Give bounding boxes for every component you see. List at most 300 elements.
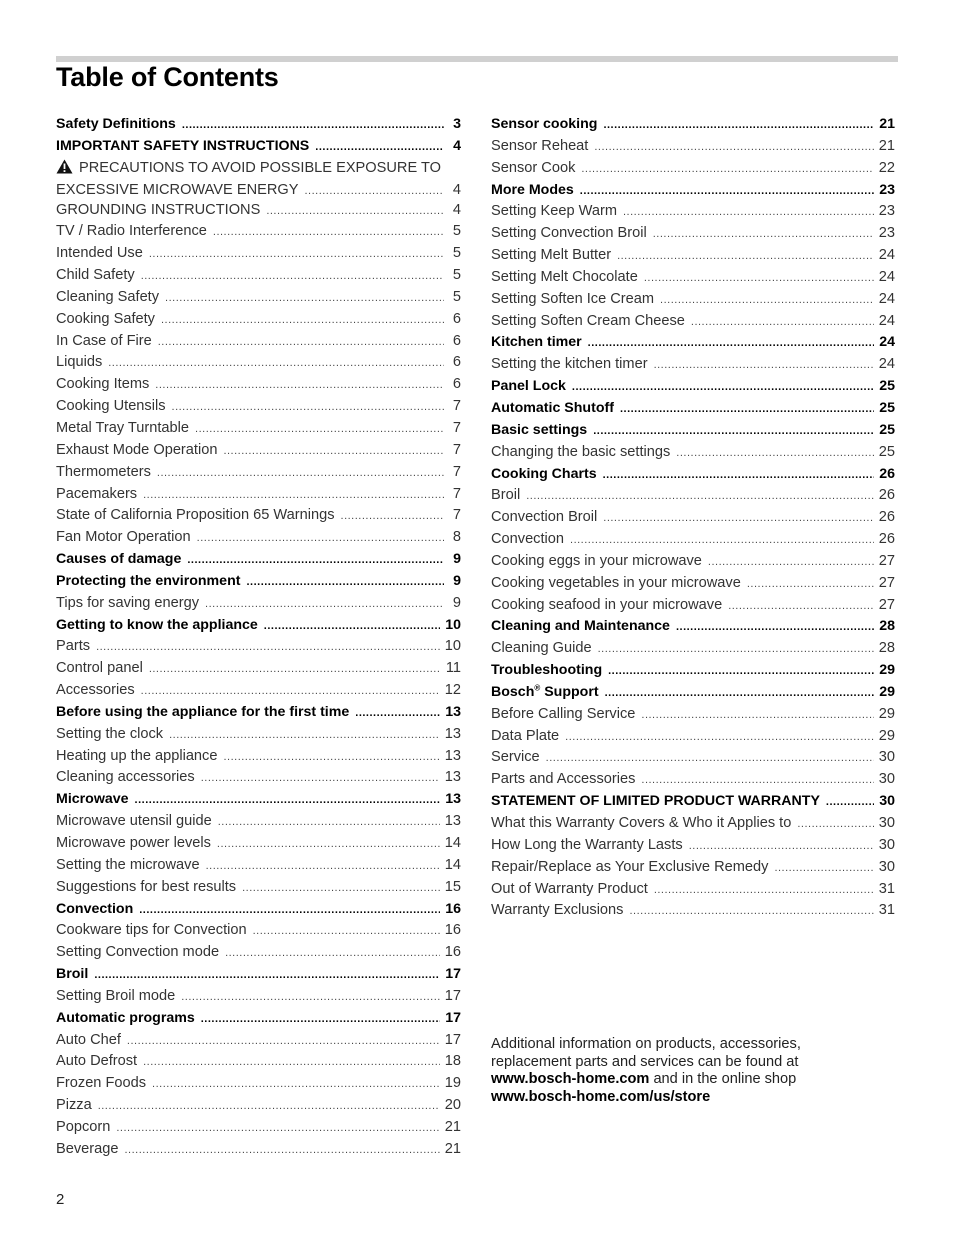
toc-entry[interactable] [56, 1117, 461, 1139]
toc-entry-title [491, 420, 587, 442]
toc-entry[interactable] [491, 682, 895, 704]
toc-entry-title [491, 442, 670, 464]
dot-leader [266, 201, 444, 223]
toc-entry-title [56, 767, 195, 789]
toc-entry[interactable] [491, 332, 895, 354]
toc-entry[interactable] [56, 680, 461, 702]
dot-leader [201, 1009, 440, 1031]
toc-entry-page: 30 [878, 771, 895, 788]
toc-entry-title [56, 658, 143, 680]
dot-leader [116, 1118, 439, 1140]
toc-entry-title [56, 352, 102, 374]
toc-entry-title [491, 332, 582, 354]
toc-entry-title [56, 833, 211, 855]
dot-leader [580, 181, 874, 203]
toc-entry-title [491, 879, 648, 901]
toc-entry[interactable] [56, 1051, 461, 1073]
toc-entry[interactable] [56, 593, 461, 615]
toc-entry-title [491, 267, 638, 289]
toc-entry-text: Service [491, 749, 540, 766]
toc-entry-text: Data Plate [491, 727, 560, 744]
dot-leader [152, 1074, 440, 1096]
toc-entry-title [491, 726, 559, 748]
toc-entry-title [56, 615, 258, 637]
toc-entry-title [56, 331, 152, 353]
dot-leader [315, 137, 444, 159]
toc-entry-page: 25 [879, 421, 895, 438]
toc-entry-text: Before Calling Service [491, 705, 636, 722]
toc-entry-page: 6 [452, 354, 461, 371]
dot-leader [708, 552, 874, 574]
toc-entry-text: Fan Motor Operation [56, 529, 191, 546]
toc-entry-title [56, 724, 163, 746]
dot-leader [94, 965, 440, 987]
toc-entry[interactable] [56, 964, 461, 986]
toc-entry-page: 30 [878, 749, 895, 766]
dot-leader [605, 683, 875, 705]
toc-entry-page: 4 [452, 181, 461, 198]
toc-entry-page: 13 [444, 747, 461, 764]
toc-entry-text: GROUNDING INSTRUCTIONS [56, 201, 261, 218]
toc-left-column [56, 114, 461, 1161]
toc-entry[interactable] [491, 180, 895, 202]
toc-entry[interactable] [491, 769, 895, 791]
toc-entry[interactable] [491, 529, 895, 551]
toc-entry-title [491, 201, 617, 223]
toc-entry-page: 10 [444, 638, 461, 655]
dot-leader [246, 572, 444, 594]
dot-leader [213, 222, 444, 244]
dot-leader [653, 224, 874, 246]
toc-entry-title [56, 964, 88, 986]
toc-entry-title [56, 899, 133, 921]
toc-entry-text: Automatic Shutoff [491, 399, 614, 416]
toc-entry-text: Cleaning Safety [56, 288, 160, 305]
toc-entry-title [56, 440, 217, 462]
toc-entry-page: 26 [878, 531, 895, 548]
dot-leader [623, 202, 874, 224]
toc-entry-text: Setting Soften Ice Cream [491, 290, 655, 307]
toc-entry[interactable] [56, 200, 461, 222]
toc-entry-page: 29 [879, 683, 895, 700]
toc-entry-text: Exhaust Mode Operation [56, 441, 218, 458]
toc-entry[interactable] [491, 136, 895, 158]
dot-leader [747, 574, 874, 596]
toc-entry[interactable] [491, 879, 895, 901]
toc-entry-page: 13 [444, 813, 461, 830]
toc-entry[interactable] [56, 1095, 461, 1117]
toc-entry-title [56, 265, 135, 287]
toc-entry-title [491, 158, 575, 180]
dot-leader [169, 725, 440, 747]
dot-leader [181, 987, 440, 1009]
toc-entry[interactable] [491, 398, 895, 420]
toc-entry-page: 25 [879, 378, 895, 395]
dot-leader [728, 596, 874, 618]
registered-mark: ® [534, 683, 541, 693]
toc-entry[interactable] [56, 243, 461, 265]
dot-leader [206, 856, 440, 878]
toc-entry-title [491, 398, 614, 420]
dot-leader [96, 637, 440, 659]
toc-entry-text: Microwave utensil guide [56, 813, 212, 830]
toc-entry-text: Cookware tips for Convection [56, 922, 247, 939]
toc-entry-title [56, 462, 151, 484]
toc-entry-page: 6 [452, 376, 461, 393]
toc-entry-page: 30 [878, 858, 895, 875]
dot-leader [355, 703, 440, 725]
dot-leader [223, 747, 439, 769]
dot-leader [135, 790, 441, 812]
toc-entry[interactable] [491, 660, 895, 682]
toc-entry-page: 16 [444, 944, 461, 961]
dot-leader [108, 353, 444, 375]
toc-entry-title [491, 682, 599, 704]
toc-entry-title [56, 287, 159, 309]
toc-entry-text: Microwave power levels [56, 835, 211, 851]
toc-entry[interactable] [491, 442, 895, 464]
toc-entry-page: 17 [444, 1031, 461, 1048]
toc-entry[interactable] [491, 201, 895, 223]
toc-entry[interactable] [491, 900, 895, 922]
toc-entry[interactable] [491, 835, 895, 857]
toc-entry-page: 13 [444, 769, 461, 786]
dot-leader [572, 377, 874, 399]
toc-entry-text: TV / Radio Interference [56, 223, 207, 240]
toc-entry[interactable] [56, 920, 461, 942]
dot-leader [676, 617, 874, 639]
toc-entry-title [491, 573, 741, 595]
toc-entry-title [491, 747, 540, 769]
toc-entry-title [491, 464, 597, 486]
page-number: 2 [56, 1191, 65, 1208]
toc-entry[interactable] [56, 724, 461, 746]
toc-entry-text: Setting Soften Cream Cheese [491, 312, 685, 329]
bosch-home-link[interactable]: www.bosch-home.com [491, 1071, 650, 1087]
toc-entry-title [56, 200, 260, 222]
toc-entry[interactable] [56, 158, 461, 200]
dot-leader [253, 921, 440, 943]
toc-entry[interactable] [56, 114, 461, 136]
dot-leader [218, 812, 440, 834]
dot-leader [205, 594, 444, 616]
toc-entry-page: 21 [879, 116, 895, 132]
dot-leader [581, 159, 873, 181]
toc-entry[interactable] [491, 267, 895, 289]
toc-entry-text: Cooking vegetables in your microwave [491, 574, 741, 591]
toc-entry-text: Control panel [56, 660, 143, 677]
toc-entry-text: Sensor Cook [491, 159, 576, 176]
toc-entry-page: 28 [879, 618, 895, 635]
toc-entry-text: Child Safety [56, 267, 135, 284]
toc-entry-page: 30 [878, 815, 895, 831]
toc-entry[interactable] [56, 986, 461, 1008]
toc-entry-title [56, 942, 219, 964]
toc-entry-text: Cooking eggs in your microwave [491, 552, 702, 569]
toc-entry-title [56, 986, 175, 1008]
toc-entry-text: Broil [491, 487, 521, 504]
toc-entry[interactable] [56, 833, 461, 855]
toc-entry[interactable] [491, 223, 895, 245]
dot-leader [588, 333, 875, 355]
toc-entry[interactable] [491, 464, 895, 486]
online-shop-link[interactable]: www.bosch-home.com/us/store [491, 1088, 711, 1105]
toc-entry-page: 7 [452, 398, 461, 415]
toc-entry-text: Cooking seafood in your microwave [491, 596, 723, 613]
toc-entry[interactable] [56, 571, 461, 593]
toc-entry-text: Cooking Safety [56, 310, 155, 327]
toc-entry-page: 14 [444, 856, 461, 873]
toc-entry-title [491, 223, 647, 245]
dot-leader [143, 1052, 440, 1074]
toc-entry[interactable] [56, 396, 461, 418]
toc-entry-page: 23 [878, 225, 895, 242]
dot-leader [676, 443, 873, 465]
toc-entry[interactable] [56, 527, 461, 549]
toc-entry-page: 22 [878, 159, 895, 176]
toc-entry-title [56, 549, 181, 571]
toc-entry[interactable] [56, 877, 461, 899]
toc-entry[interactable] [56, 811, 461, 833]
toc-entry-title [56, 593, 199, 615]
toc-entry-text: Microwave [56, 791, 129, 808]
dot-leader [165, 288, 444, 310]
dot-leader [774, 858, 873, 880]
toc-entry-page: 30 [878, 836, 895, 853]
toc-entry-title [491, 485, 520, 507]
dot-leader [264, 616, 440, 638]
toc-entry[interactable] [56, 462, 461, 484]
toc-entry[interactable] [56, 265, 461, 287]
dot-leader [598, 639, 874, 661]
toc-entry-text: More Modes [491, 181, 574, 198]
toc-entry-page: 25 [878, 443, 895, 460]
toc-entry-text: Cleaning Guide [491, 640, 592, 657]
toc-entry[interactable] [491, 726, 895, 748]
toc-entry-text: Out of Warranty Product [491, 880, 648, 897]
toc-entry[interactable] [491, 638, 895, 660]
toc-entry[interactable] [56, 136, 461, 158]
toc-entry-title [56, 636, 90, 658]
toc-entry-title [491, 551, 702, 573]
toc-entry-page: 7 [452, 441, 461, 458]
toc-entry[interactable] [491, 704, 895, 726]
toc-entry[interactable] [56, 331, 461, 353]
toc-entry[interactable] [491, 507, 895, 529]
toc-entry[interactable] [56, 702, 461, 724]
toc-entry-text: Sensor cooking [491, 116, 598, 132]
toc-entry-title [56, 571, 240, 593]
toc-entry-page: 30 [879, 793, 895, 810]
dot-leader [620, 399, 874, 421]
dot-leader [603, 465, 875, 487]
dot-leader [641, 705, 873, 727]
toc-entry-text: Setting Melt Butter [491, 247, 612, 264]
toc-entry-page: 15 [444, 878, 461, 895]
toc-entry-text: Repair/Replace as Your Exclusive Remedy [491, 858, 769, 875]
toc-entry[interactable] [491, 289, 895, 311]
toc-entry[interactable] [56, 636, 461, 658]
toc-entry-page: 29 [879, 662, 895, 679]
toc-entry[interactable] [56, 899, 461, 921]
toc-entry[interactable] [56, 658, 461, 680]
toc-entry-title [56, 1117, 110, 1139]
toc-entry-text: Auto Defrost [56, 1053, 138, 1070]
toc-entry-title [56, 746, 217, 768]
toc-entry-text: Popcorn [56, 1118, 111, 1135]
toc-entry[interactable] [56, 352, 461, 374]
toc-entry-title [491, 354, 648, 376]
toc-entry[interactable] [491, 245, 895, 267]
toc-entry-page: 6 [452, 332, 461, 349]
toc-entry[interactable] [491, 311, 895, 333]
toc-entry-text: Liquids [56, 354, 103, 371]
toc-entry-text: Bosch [491, 683, 535, 700]
toc-entry[interactable] [56, 549, 461, 571]
toc-entry-page: 31 [878, 902, 895, 919]
toc-entry[interactable] [56, 418, 461, 440]
toc-entry[interactable] [56, 1030, 461, 1052]
dot-leader [161, 310, 444, 332]
dot-leader [617, 246, 874, 268]
toc-entry-title [56, 309, 155, 331]
toc-entry-title [56, 680, 135, 702]
dot-leader [149, 244, 444, 266]
toc-entry-title [491, 900, 623, 922]
toc-entry-title [491, 769, 635, 791]
toc-entry-text: Setting the kitchen timer [491, 356, 648, 373]
toc-entry[interactable] [491, 420, 895, 442]
toc-entry-title [491, 638, 592, 660]
toc-entry-page: 29 [878, 705, 895, 722]
toc-entry[interactable] [491, 595, 895, 617]
toc-entry-title [56, 505, 335, 527]
toc-entry-title [56, 136, 309, 158]
toc-entry[interactable] [491, 857, 895, 879]
toc-entry[interactable] [56, 942, 461, 964]
toc-entry[interactable] [56, 505, 461, 527]
toc-entry[interactable] [56, 309, 461, 331]
toc-entry-title [491, 857, 768, 879]
toc-entry[interactable] [491, 376, 895, 398]
toc-entry[interactable] [491, 791, 895, 813]
info-mid-text: and in the online shop [649, 1071, 797, 1087]
toc-entry[interactable] [56, 221, 461, 243]
toc-entry-text: Before using the appliance for the first time [56, 703, 350, 720]
toc-entry-text: Thermometers [56, 463, 151, 480]
dot-leader [139, 900, 440, 922]
toc-entry-text: Convection [491, 531, 565, 548]
toc-entry-text: Troubleshooting [491, 662, 603, 679]
toc-entry-title [56, 1051, 137, 1073]
toc-entry[interactable] [56, 440, 461, 462]
toc-entry[interactable] [491, 551, 895, 573]
toc-entry[interactable] [491, 158, 895, 180]
toc-entry-text: Kitchen timer [491, 334, 582, 351]
dot-leader [124, 1140, 439, 1162]
toc-entry[interactable] [56, 484, 461, 506]
toc-entry-text: What this Warranty Covers & Who it Applies to [491, 815, 792, 831]
toc-entry-title [491, 835, 683, 857]
toc-entry-text: Cleaning accessories [56, 769, 195, 786]
dot-leader [689, 836, 874, 858]
toc-entry[interactable] [491, 573, 895, 595]
toc-entry-text: How Long the Warranty Lasts [491, 836, 683, 853]
toc-entry[interactable] [56, 374, 461, 396]
toc-entry-page: 23 [878, 203, 895, 220]
toc-entry[interactable] [491, 354, 895, 376]
toc-entry[interactable] [56, 1073, 461, 1095]
dot-leader [155, 375, 444, 397]
toc-entry-text: Cooking Items [56, 376, 150, 393]
dot-leader [197, 528, 444, 550]
toc-entry-page: 31 [878, 880, 895, 897]
toc-entry-title [56, 243, 143, 265]
toc-entry-text: Beverage [56, 1140, 119, 1157]
toc-entry-page: 12 [444, 682, 461, 699]
toc-entry-page: 5 [452, 223, 461, 240]
toc-entry-page: 17 [444, 987, 461, 1004]
toc-entry-page: 21 [444, 1118, 461, 1135]
toc-entry-page: 16 [444, 922, 461, 939]
toc-entry-text: Convection [56, 900, 134, 917]
dot-leader [217, 834, 440, 856]
dot-leader [641, 770, 873, 792]
toc-entry-title: PRECAUTIONS TO AVOID POSSIBLE EXPOSURE TO [79, 159, 441, 176]
toc-entry-text-suffix: Support [540, 683, 599, 700]
dot-leader [195, 419, 444, 441]
toc-entry-page: 5 [452, 245, 461, 262]
toc-entry-page: 5 [452, 288, 461, 305]
dot-leader [608, 661, 874, 683]
toc-entry[interactable] [56, 855, 461, 877]
toc-entry-title [491, 245, 611, 267]
info-line-2: replacement parts and services can be found at [491, 1053, 799, 1070]
toc-entry-page: 7 [452, 507, 461, 524]
toc-entry[interactable] [491, 616, 895, 638]
toc-entry-text: Auto Chef [56, 1031, 121, 1048]
toc-entry-title [491, 791, 820, 813]
toc-entry-text: Pizza [56, 1097, 92, 1114]
toc-entry[interactable] [56, 746, 461, 768]
dot-leader [182, 115, 444, 137]
toc-entry-text: In Case of Fire [56, 332, 152, 349]
toc-entry-text: Cooking Charts [491, 465, 597, 482]
toc-entry-page: 24 [878, 290, 895, 307]
toc-entry-title [56, 1030, 121, 1052]
toc-entry[interactable] [56, 615, 461, 637]
toc-entry-page: 10 [445, 616, 461, 633]
toc-entry[interactable] [491, 813, 895, 835]
toc-entry[interactable] [491, 747, 895, 769]
toc-entry-page: 24 [878, 356, 895, 373]
toc-entry-page: 9 [453, 551, 461, 568]
dot-leader [644, 268, 874, 290]
toc-entry[interactable] [56, 789, 461, 811]
toc-entry[interactable] [56, 1139, 461, 1161]
dot-leader [691, 312, 874, 334]
toc-entry[interactable] [491, 114, 895, 136]
dot-leader [149, 659, 441, 681]
toc-entry-text: Automatic programs [56, 1009, 195, 1026]
toc-entry-title [56, 1139, 118, 1161]
toc-entry-text: Setting the microwave [56, 856, 200, 873]
toc-entry[interactable] [56, 1008, 461, 1030]
toc-entry[interactable] [56, 767, 461, 789]
toc-entry[interactable] [491, 485, 895, 507]
toc-entry[interactable] [56, 287, 461, 309]
toc-entry-page: 11 [445, 660, 461, 677]
